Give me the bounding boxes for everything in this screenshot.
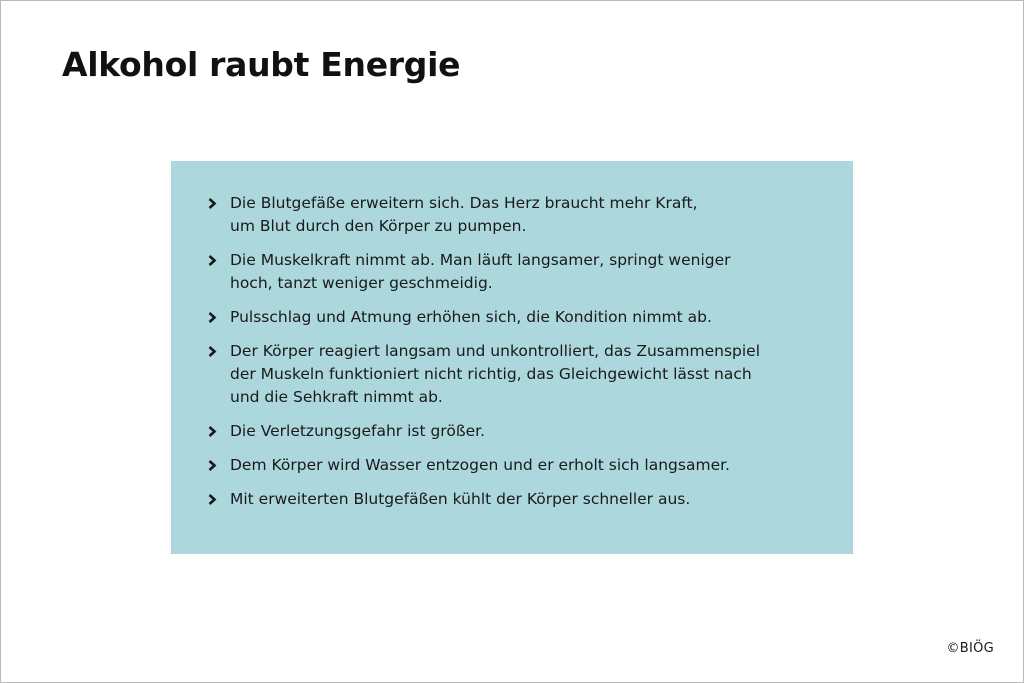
list-item-text: Pulsschlag und Atmung erhöhen sich, die Kondition nimmt ab. (230, 308, 712, 326)
copyright-notice: ©BIÖG (946, 641, 994, 656)
bullet-list (208, 192, 818, 522)
chevron-right-icon (208, 192, 230, 215)
list-item (208, 454, 818, 477)
list-item-text: Die Blutgefäße erweitern sich. Das Herz braucht mehr Kraft, um Blut durch den Körper zu pumpen. (230, 194, 698, 235)
info-panel (171, 161, 853, 554)
list-item (208, 488, 818, 511)
list-item-text: Mit erweiterten Blutgefäßen kühlt der Körper schneller aus. (230, 490, 691, 508)
list-item-text: Der Körper reagiert langsam und unkontrolliert, das Zusammenspiel der Muskeln funktioniert nicht richtig, das Gleichgewicht lässt nach und die Sehkraft nimmt ab. (230, 342, 761, 406)
list-item-text: Die Muskelkraft nimmt ab. Man läuft langsamer, springt weniger hoch, tanzt weniger geschmeidig. (230, 251, 731, 292)
list-item (208, 306, 818, 329)
chevron-right-icon (208, 420, 230, 443)
page-title: Alkohol raubt Energie (62, 45, 461, 84)
list-item-text: Die Verletzungsgefahr ist größer. (230, 422, 486, 440)
list-item (208, 340, 818, 409)
list-item-text: Dem Körper wird Wasser entzogen und er erholt sich langsamer. (230, 456, 730, 474)
list-item (208, 249, 818, 295)
chevron-right-icon (208, 249, 230, 272)
list-item (208, 192, 818, 238)
list-item (208, 420, 818, 443)
chevron-right-icon (208, 306, 230, 329)
chevron-right-icon (208, 454, 230, 477)
chevron-right-icon (208, 488, 230, 511)
chevron-right-icon (208, 340, 230, 363)
